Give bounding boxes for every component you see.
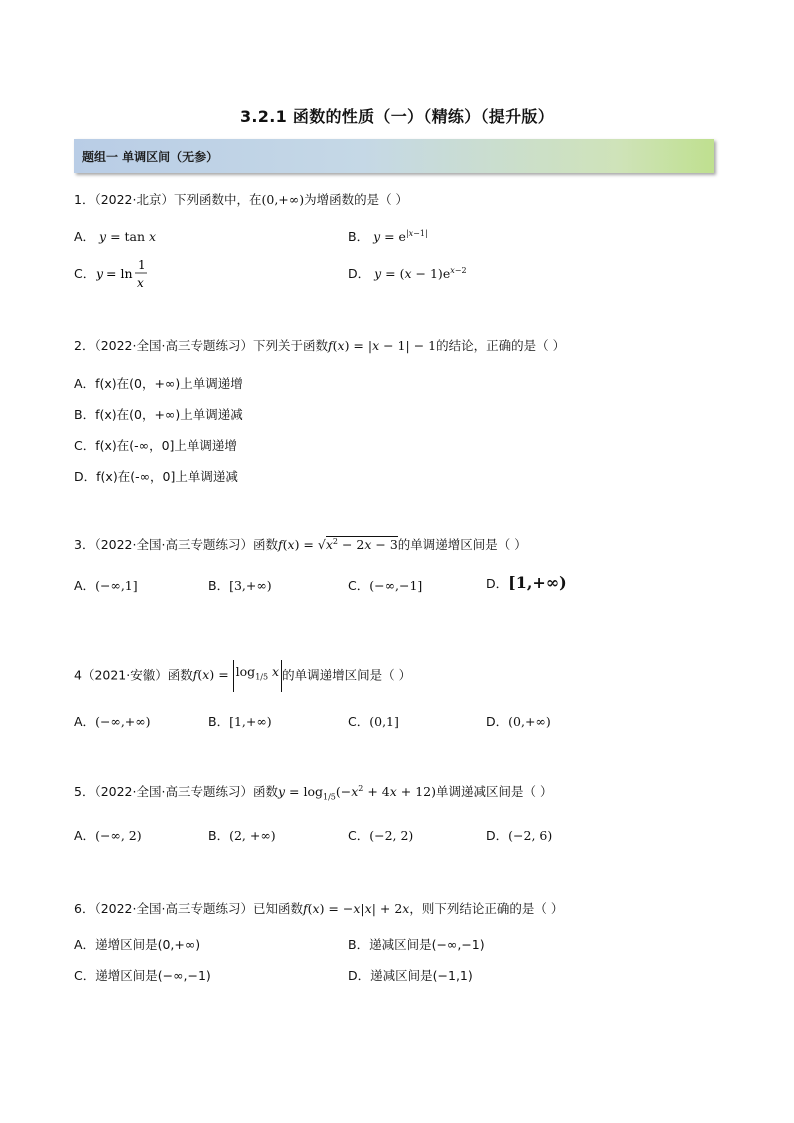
question-4-option-b[interactable] bbox=[208, 712, 272, 730]
question-3-option-a[interactable] bbox=[74, 576, 138, 594]
option-math bbox=[96, 257, 156, 291]
question-1-math: (0,+∞) bbox=[261, 192, 305, 207]
option-label: C． bbox=[74, 266, 96, 281]
option-label: D． bbox=[486, 828, 509, 843]
question-2-math: f(x) = |x − 1| − 1 bbox=[327, 338, 437, 353]
option-label: D． bbox=[348, 968, 371, 983]
option-math: y = tan x bbox=[99, 229, 157, 244]
option-label: C． bbox=[348, 578, 370, 593]
question-3-text-after: 的单调递增区间是（ ） bbox=[397, 537, 527, 552]
question-4-stem bbox=[74, 660, 411, 692]
question-6-text-after: ，则下列结论正确的是（ ） bbox=[409, 901, 564, 916]
option-math: $y = (x - 1)e^{x-2}$ bbox=[374, 265, 467, 281]
option-value: [1,+∞) bbox=[229, 714, 272, 729]
option-label: A． bbox=[74, 376, 96, 391]
option-label: C． bbox=[74, 968, 96, 983]
page-title: 3.2.1 函数的性质（一）（精练）（提升版） bbox=[239, 107, 555, 126]
option-value: f(x)在(-∞，0]上单调递减 bbox=[96, 469, 238, 484]
option-label: B． bbox=[208, 828, 230, 843]
question-2-option-d[interactable] bbox=[74, 467, 238, 485]
option-label: B． bbox=[208, 714, 230, 729]
question-5-text-after: 单调递减区间是（ ） bbox=[436, 784, 553, 799]
option-value: 递增区间是(−∞,−1) bbox=[95, 968, 211, 983]
question-2-option-c[interactable] bbox=[74, 436, 237, 454]
option-value: (−∞,+∞) bbox=[95, 714, 151, 729]
question-4-option-c[interactable] bbox=[348, 712, 399, 730]
question-5-option-b[interactable] bbox=[208, 826, 276, 844]
question-1-option-c[interactable] bbox=[74, 257, 146, 290]
svg-text:x: x bbox=[137, 276, 144, 290]
option-value: (2, +∞) bbox=[229, 828, 276, 843]
option-value: [3,+∞) bbox=[229, 578, 272, 593]
option-value: f(x)在(0，+∞)上单调递增 bbox=[95, 376, 243, 391]
question-4-math: $f(x) = \log_{1/5} x$ bbox=[193, 667, 282, 682]
option-value: 递增区间是(0,+∞) bbox=[95, 937, 201, 952]
question-3-option-d[interactable] bbox=[486, 573, 567, 592]
question-5-stem bbox=[74, 782, 553, 802]
question-2-option-a[interactable] bbox=[74, 374, 243, 392]
question-5-math: $y = \log_{1/5}(-x^2 + 4x + 12)$ bbox=[277, 783, 437, 802]
option-label: D． bbox=[486, 576, 509, 591]
question-5-option-d[interactable] bbox=[486, 826, 552, 844]
svg-text:= ln: = ln bbox=[106, 266, 133, 281]
option-value: [1,+∞) bbox=[508, 573, 567, 592]
question-3-option-c[interactable] bbox=[348, 576, 422, 594]
option-math: $y = e^{|x-1|}$ bbox=[373, 228, 428, 244]
option-label: A． bbox=[74, 937, 96, 952]
question-1-text-before: 1．（2022·北京）下列函数中，在 bbox=[74, 192, 262, 207]
question-3-math: $f(x) = √x^2 - 2x - 3$ bbox=[277, 536, 398, 552]
option-value: (−∞,1] bbox=[95, 578, 138, 593]
question-1-option-a[interactable] bbox=[74, 227, 156, 245]
option-value: f(x)在(0，+∞)上单调递减 bbox=[95, 407, 243, 422]
question-3-text-before: 3．（2022·全国·高三专题练习）函数 bbox=[74, 537, 278, 552]
option-label: D． bbox=[486, 714, 509, 729]
svg-text:y: y bbox=[96, 266, 104, 281]
option-label: C． bbox=[348, 828, 370, 843]
option-value: (0,+∞) bbox=[508, 714, 551, 729]
question-6-option-d[interactable] bbox=[348, 966, 473, 984]
question-6-option-c[interactable] bbox=[74, 966, 211, 984]
option-value: (−∞,−1] bbox=[369, 578, 423, 593]
option-label: B． bbox=[348, 937, 370, 952]
question-1-stem bbox=[74, 190, 408, 208]
question-5-option-a[interactable] bbox=[74, 826, 142, 844]
section-banner bbox=[74, 139, 714, 173]
option-value: (0,1] bbox=[369, 714, 399, 729]
question-2-text-before: 2．（2022·全国·高三专题练习）下列关于函数 bbox=[74, 338, 328, 353]
question-4-option-a[interactable] bbox=[74, 712, 151, 730]
option-value: 递减区间是(−∞,−1) bbox=[369, 937, 485, 952]
question-6-math: f(x) = −x|x| + 2x bbox=[302, 901, 410, 916]
option-value: (−2, 2) bbox=[369, 828, 414, 843]
option-value: (−∞, 2) bbox=[95, 828, 142, 843]
question-4-option-d[interactable] bbox=[486, 712, 551, 730]
question-3-option-b[interactable] bbox=[208, 576, 272, 594]
question-3-stem bbox=[74, 535, 527, 553]
question-4-text-after: 的单调递增区间是（ ） bbox=[282, 667, 412, 683]
option-label: C． bbox=[348, 714, 370, 729]
option-label: D． bbox=[74, 469, 97, 484]
question-1-text-after: 为增函数的是（ ） bbox=[304, 192, 409, 207]
option-label: B． bbox=[208, 578, 230, 593]
question-2-stem bbox=[74, 336, 565, 354]
question-5-text-before: 5．（2022·全国·高三专题练习）函数 bbox=[74, 784, 278, 799]
option-label: A． bbox=[74, 229, 96, 244]
option-label: A． bbox=[74, 828, 96, 843]
option-label: A． bbox=[74, 714, 96, 729]
option-label: A． bbox=[74, 578, 96, 593]
question-4-text-before: 4（2021·安徽）函数 bbox=[74, 667, 193, 683]
option-value: 递减区间是(−1,1) bbox=[370, 968, 473, 983]
svg-text:1: 1 bbox=[138, 258, 146, 272]
question-6-stem bbox=[74, 899, 563, 917]
option-label: C． bbox=[74, 438, 96, 453]
option-value: f(x)在(-∞，0]上单调递增 bbox=[95, 438, 237, 453]
question-6-option-a[interactable] bbox=[74, 935, 200, 953]
question-1-option-b[interactable] bbox=[348, 227, 428, 245]
question-6-text-before: 6．（2022·全国·高三专题练习）已知函数 bbox=[74, 901, 303, 916]
section-label: 题组一 单调区间（无参） bbox=[82, 150, 219, 164]
option-label: D． bbox=[348, 266, 371, 281]
question-1-option-d[interactable] bbox=[348, 264, 467, 282]
question-6-option-b[interactable] bbox=[348, 935, 485, 953]
question-5-option-c[interactable] bbox=[348, 826, 413, 844]
question-2-text-after: 的结论，正确的是（ ） bbox=[436, 338, 566, 353]
option-label: B． bbox=[74, 407, 96, 422]
question-2-option-b[interactable] bbox=[74, 405, 243, 423]
option-value: (−2, 6) bbox=[508, 828, 553, 843]
option-label: B． bbox=[348, 229, 370, 244]
